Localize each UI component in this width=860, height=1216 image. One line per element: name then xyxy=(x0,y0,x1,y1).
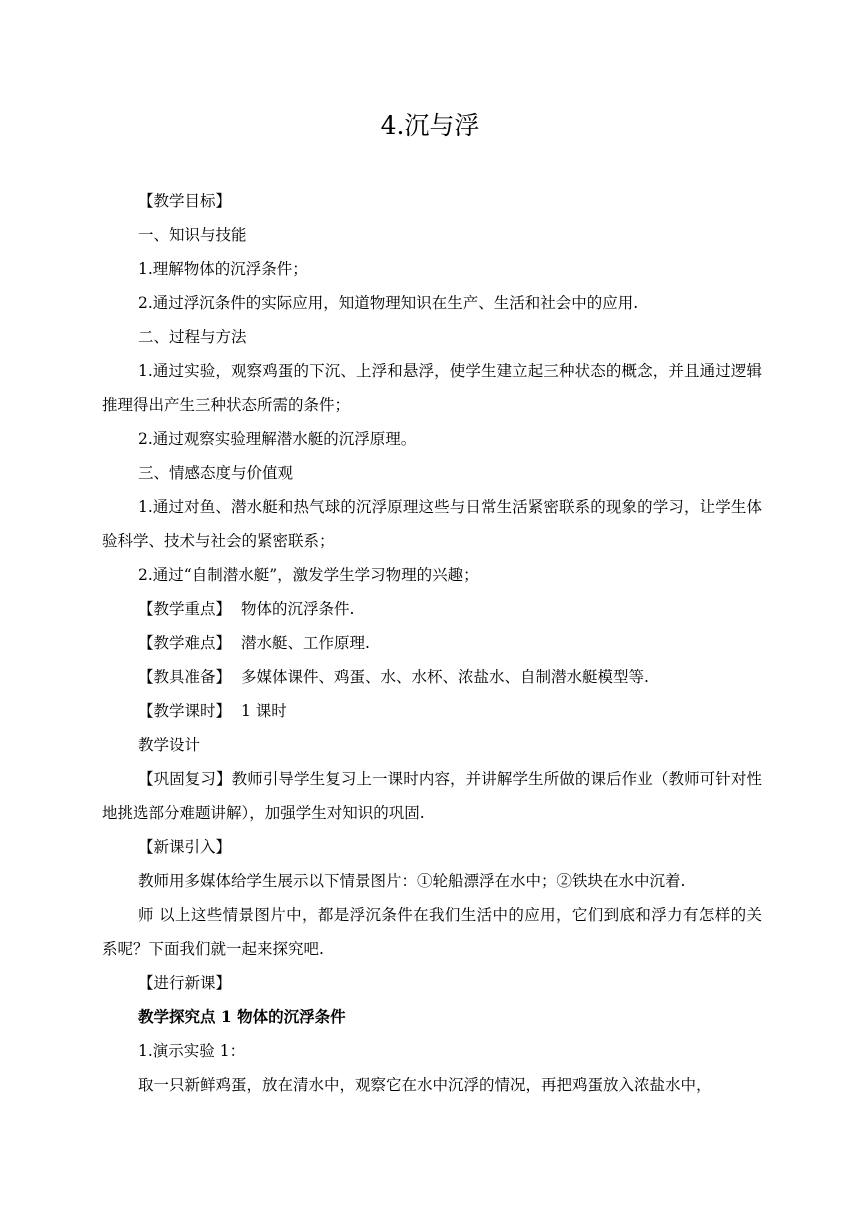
section-label: 【教具准备】 xyxy=(138,668,232,686)
paragraph: 2.通过浮沉条件的实际应用，知道物理知识在生产、生活和社会中的应用. xyxy=(138,294,639,312)
section-label: 【教学重点】 xyxy=(138,600,232,618)
document-body xyxy=(102,184,762,1102)
paragraph: 1.演示实验 1： xyxy=(138,1042,246,1060)
paragraph: 三、情感态度与价值观 xyxy=(138,464,294,482)
paragraph: 2.通过“自制潜水艇”，激发学生学习物理的兴趣； xyxy=(138,566,479,584)
section-heading: 教学探究点 1 物体的沉浮条件 xyxy=(138,1007,346,1026)
paragraph: 【新课引入】 xyxy=(138,838,232,856)
section-label: 【教学课时】 xyxy=(138,702,232,720)
paragraph: 教师用多媒体给学生展示以下情景图片：①轮船漂浮在水中；②铁块在水中沉着. xyxy=(138,872,686,890)
paragraph: 1.通过实验，观察鸡蛋的下沉、上浮和悬浮，使学生建立起三种状态的概念，并且通过逻辑推理得出产生三种状态所需的条件； xyxy=(102,362,762,414)
section-value: 1 课时 xyxy=(241,702,287,720)
paragraph: 1.理解物体的沉浮条件； xyxy=(138,260,308,278)
section-value: 多媒体课件、鸡蛋、水、水杯、浓盐水、自制潜水艇模型等. xyxy=(241,668,649,686)
paragraph: 1.通过对鱼、潜水艇和热气球的沉浮原理这些与日常生活紧密联系的现象的学习，让学生体验科学、技术与社会的紧密联系； xyxy=(102,498,762,550)
section-value: 潜水艇、工作原理. xyxy=(241,634,370,652)
labeled-paragraph xyxy=(102,592,762,626)
paragraph: 【进行新课】 xyxy=(138,974,232,992)
section-label: 【教学难点】 xyxy=(138,634,232,652)
paragraph: 二、过程与方法 xyxy=(138,328,247,346)
document-title: 4.沉与浮 xyxy=(380,111,480,140)
labeled-paragraph xyxy=(102,694,762,728)
paragraph: 教学设计 xyxy=(138,736,201,754)
paragraph: 【巩固复习】教师引导学生复习上一课时内容，并讲解学生所做的课后作业（教师可针对性地挑选部分难题讲解），加强学生对知识的巩固. xyxy=(102,770,762,822)
section-value: 物体的沉浮条件. xyxy=(241,600,355,618)
labeled-paragraph xyxy=(102,660,762,694)
paragraph: 一、知识与技能 xyxy=(138,226,247,244)
labeled-paragraph xyxy=(102,626,762,660)
paragraph: 【教学目标】 xyxy=(138,192,232,210)
paragraph: 取一只新鲜鸡蛋，放在清水中，观察它在水中沉浮的情况，再把鸡蛋放入浓盐水中， xyxy=(138,1076,712,1094)
paragraph: 2.通过观察实验理解潜水艇的沉浮原理。 xyxy=(138,430,417,448)
paragraph: 师 以上这些情景图片中，都是浮沉条件在我们生活中的应用，它们到底和浮力有怎样的关系呢？下面我们就一起来探究吧. xyxy=(102,906,762,958)
